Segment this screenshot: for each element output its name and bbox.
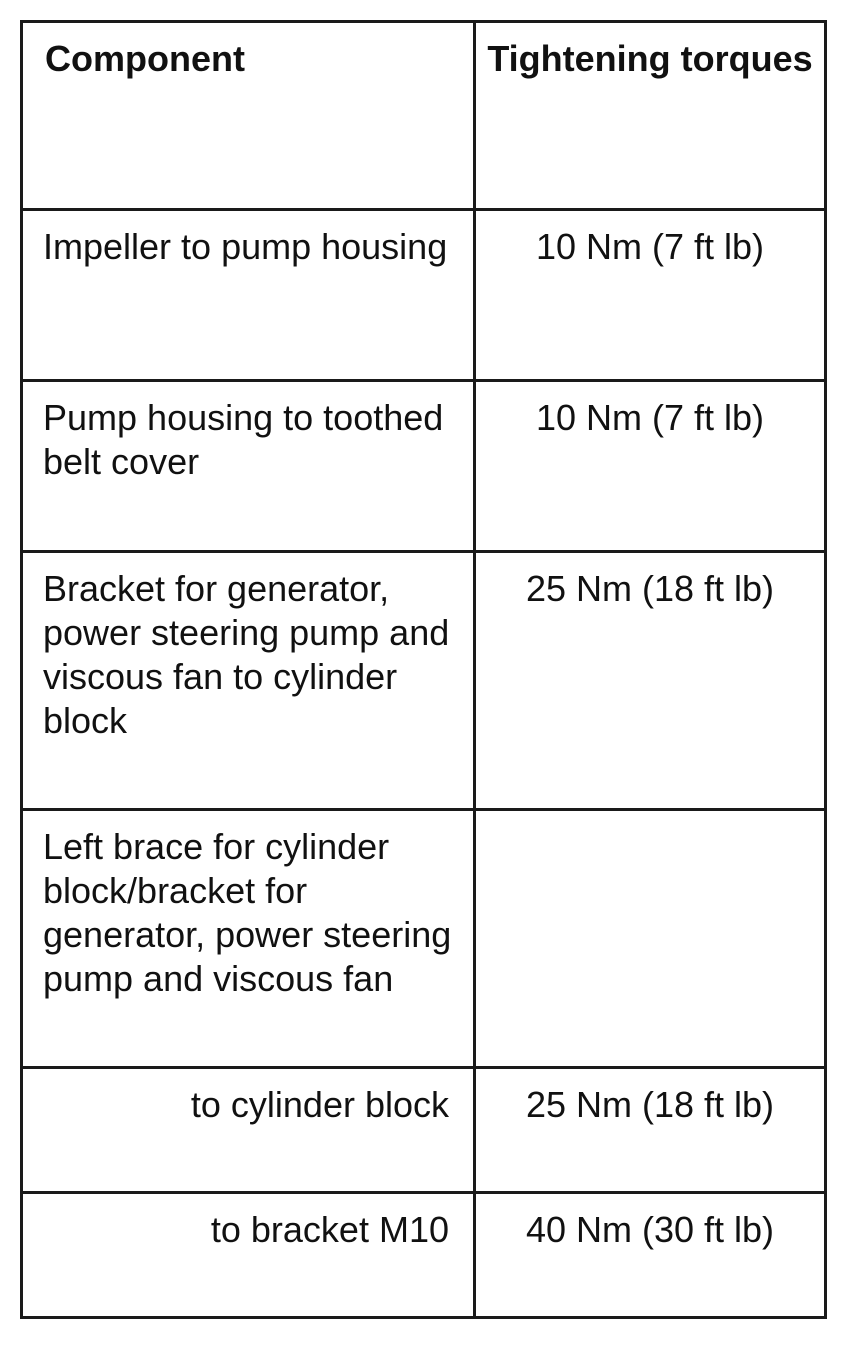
table-row xyxy=(22,381,826,552)
component-cell: Impeller to pump housing xyxy=(22,210,475,381)
torque-table xyxy=(20,20,827,1319)
component-cell: to bracket M10 xyxy=(22,1193,475,1318)
table-header-row xyxy=(22,22,826,210)
header-component: Component xyxy=(22,22,475,210)
torque-cell: 40 Nm (30 ft lb) xyxy=(475,1193,826,1318)
component-cell: Pump housing to toothed belt cover xyxy=(22,381,475,552)
component-cell: to cylinder block xyxy=(22,1068,475,1193)
component-cell: Bracket for generator, power steering pump and viscous fan to cylinder block xyxy=(22,552,475,810)
torque-cell: 10 Nm (7 ft lb) xyxy=(475,210,826,381)
table-row xyxy=(22,810,826,1068)
table-row xyxy=(22,552,826,810)
header-torque: Tightening torques xyxy=(475,22,826,210)
torque-cell: 10 Nm (7 ft lb) xyxy=(475,381,826,552)
table-row xyxy=(22,1068,826,1193)
torque-cell: 25 Nm (18 ft lb) xyxy=(475,552,826,810)
table-row xyxy=(22,210,826,381)
component-cell: Left brace for cylinder block/bracket for generator, power steering pump and viscous fan xyxy=(22,810,475,1068)
torque-cell: 25 Nm (18 ft lb) xyxy=(475,1068,826,1193)
torque-cell xyxy=(475,810,826,1068)
table-row xyxy=(22,1193,826,1318)
